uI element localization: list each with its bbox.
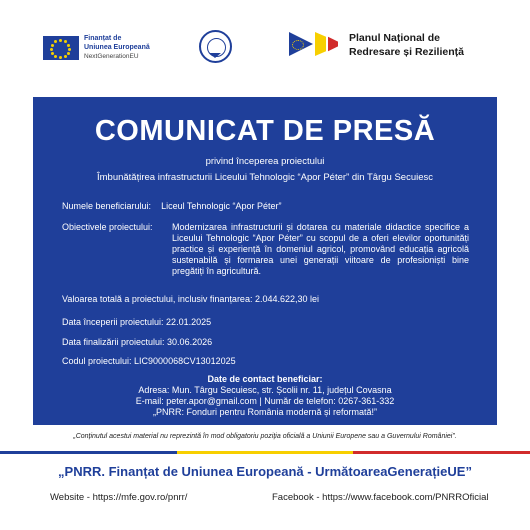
pnrr-logo-line1: Planul Național de [349, 32, 441, 44]
subtitle: privind începerea proiectului [205, 156, 325, 167]
pnrr-flag-icon [289, 30, 345, 60]
end-date: Data finalizării proiectului: 30.06.2026 [62, 337, 213, 347]
beneficiary-row [62, 201, 281, 212]
header-logos [0, 0, 530, 86]
beneficiary-value: Liceul Tehnologic “Apor Péter” [161, 201, 282, 211]
facebook-link[interactable]: Facebook - https://www.facebook.com/PNRROficial [272, 492, 489, 503]
page-title: COMUNICAT DE PRESĂ [94, 115, 436, 147]
objectives-value: Modernizarea infrastructurii și dotarea cu materiale didactice specifice a Liceului Tehnologic “Apor Péter” cu scopul de a oferi elevilor oportunități practice și experiență în domeniul agricol, promovând educația agricolă sustenabilă și formarea unei generații viitoare de profesioniști bine pregătiți în agricultură. [172, 222, 469, 276]
objectives-label: Obiectivele proiectului: [62, 222, 153, 232]
beneficiary-label: Numele beneficiarului: [62, 201, 152, 211]
pnrr-logo-line2: Redresare și Reziliență [349, 46, 464, 58]
pnrr-logo [289, 30, 464, 60]
press-release-panel [33, 97, 497, 425]
contact-heading: Date de contact beneficiar: [207, 374, 323, 384]
romanian-government-seal-icon [199, 30, 232, 63]
pnrr-slogan: „PNRR. Finanțat de Uniunea Europeană - UrmătoareaGenerațieUE” [58, 464, 472, 479]
website-link[interactable]: Website - https://mfe.gov.ro/pnrr/ [50, 492, 188, 503]
project-value: Valoarea totală a proiectului, inclusiv finanțarea: 2.044.622,30 lei [62, 294, 320, 304]
eu-logo-line1: Finanțat de [84, 35, 122, 42]
contact-address: Adresa: Mun. Târgu Secuiesc, str. Școlii nr. 11, județul Covasna [138, 385, 392, 395]
eu-logo-line2: Uniunea Europeană [84, 44, 150, 51]
disclaimer: „Conținutul acestui material nu reprezintă în mod obligatoriu poziția oficială a Uniunii Europene sau a Guvernului României”. [73, 433, 457, 440]
contact-motto: „PNRR: Fonduri pentru România modernă și reformată!” [152, 407, 378, 417]
project-name: Îmbunătățirea infrastructurii Liceului Tehnologic “Apor Péter” din Târgu Secuiesc [96, 172, 434, 183]
start-date: Data începerii proiectului: 22.01.2025 [62, 317, 212, 327]
tricolor-stripe [0, 451, 530, 454]
eu-logo-line3: NextGenerationEU [84, 53, 139, 60]
contact-block [33, 374, 497, 418]
eu-funding-logo [43, 34, 150, 61]
contact-email-phone: E-mail: peter.apor@gmail.com | Număr de telefon: 0267-361-332 [135, 396, 395, 406]
eu-flag-icon [43, 36, 79, 60]
project-code: Codul proiectului: LIC9000068CV13012025 [62, 356, 236, 366]
